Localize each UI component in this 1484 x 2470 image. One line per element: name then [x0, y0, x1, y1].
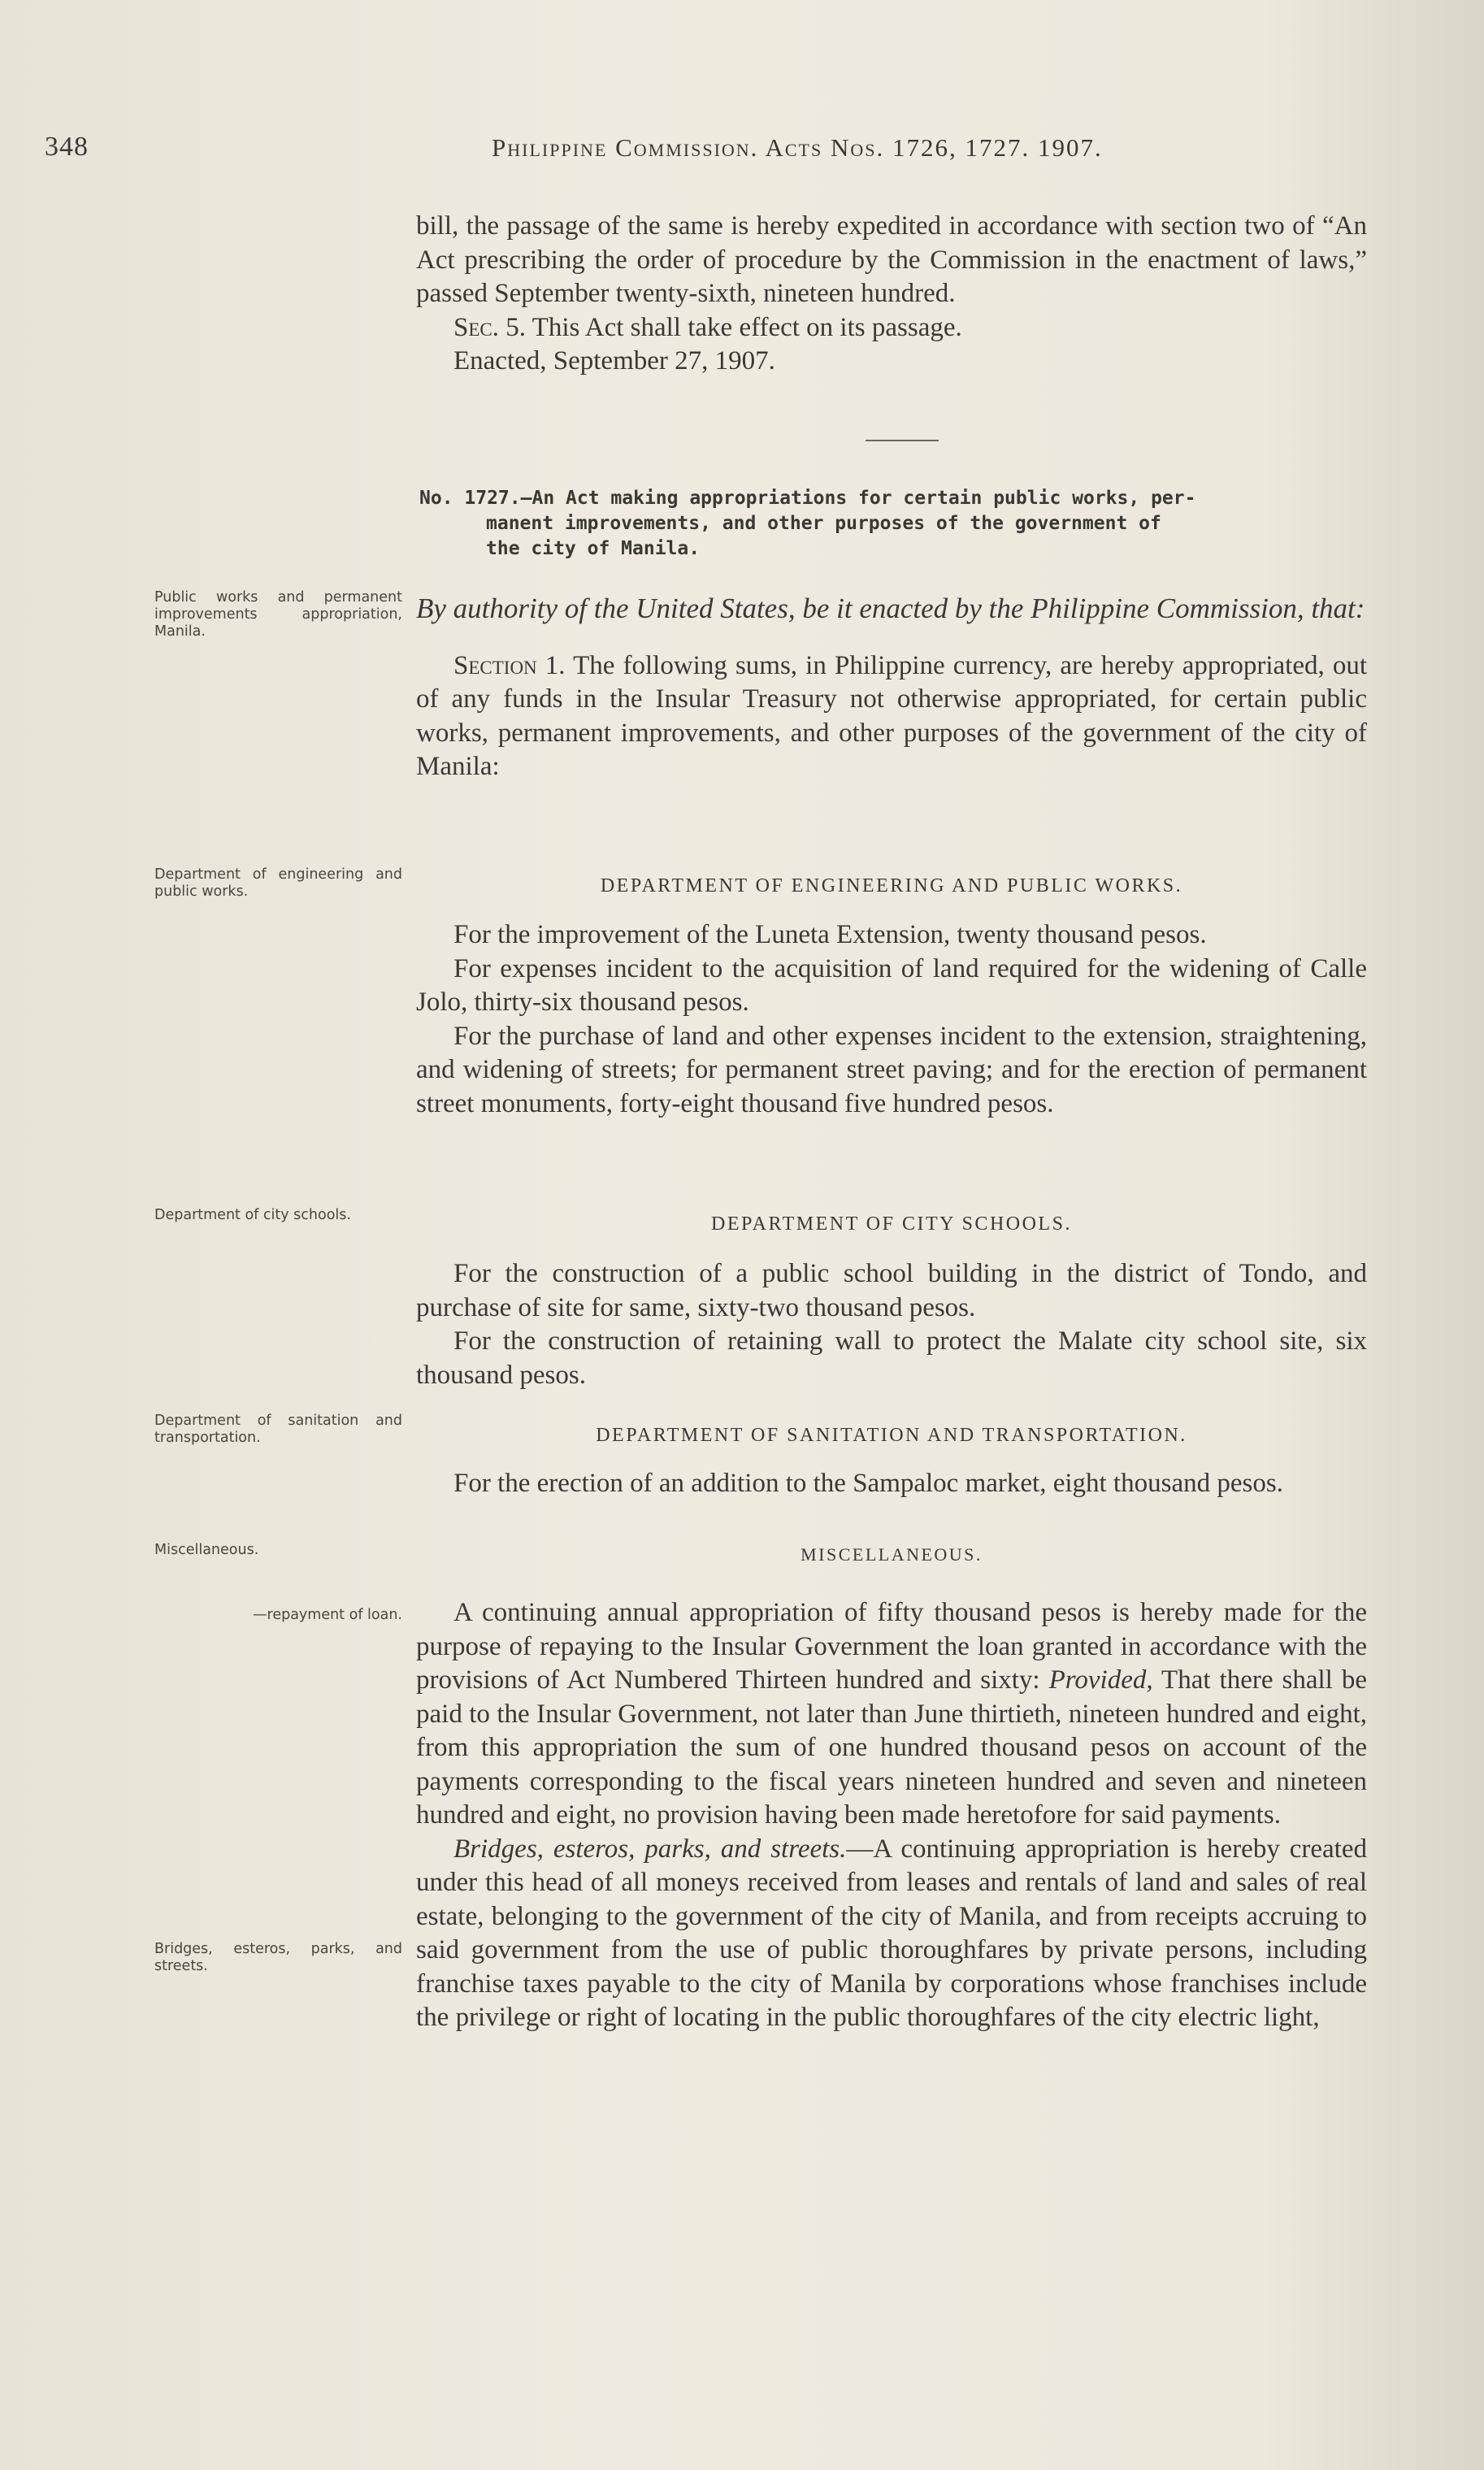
previous-act-text — [416, 210, 1367, 379]
act-title — [419, 486, 1367, 562]
heading-engineering: DEPARTMENT OF ENGINEERING AND PUBLIC WORKS. — [600, 875, 1183, 896]
section-5 — [416, 311, 1367, 345]
bridges-text: —A continuing appropriation is hereby created under this head of all moneys received from leases and rentals of land and sales of real estate, belonging to the government of the city of Manila, and from receipts accruing to said government from the use of public thoroughfares by private persons, including franchise taxes payable to the city of Manila by corporations whose franchises include the privilege or right of locating in the public thoroughfares of the city electric light, — [416, 1834, 1367, 2032]
engineering-item: For the purchase of land and other expenses incident to the extension, straightening, and widening of streets; for permanent street paving; and for the erection of permanent street monuments, forty-eight thousand five hundred pesos. — [416, 1021, 1367, 1118]
act-title-line3: the city of Manila. — [486, 538, 701, 559]
heading-schools: DEPARTMENT OF CITY SCHOOLS. — [711, 1213, 1072, 1235]
section-5-label: Sec. 5. — [453, 312, 526, 342]
sanitation-item: For the erection of an addition to the Sampaloc market, eight thousand pesos. — [453, 1469, 1283, 1498]
heading-sanitation: DEPARTMENT OF SANITATION AND TRANSPORTATION. — [596, 1425, 1187, 1446]
heading-miscellaneous: MISCELLANEOUS. — [801, 1544, 983, 1565]
engineering-item: For the improvement of the Luneta Extension, twenty thousand pesos. — [453, 920, 1207, 949]
margin-note-bridges: Bridges, esteros, parks, and streets. — [154, 1941, 402, 1974]
miscellaneous-items — [416, 1596, 1367, 2035]
provided-word: Provided, — [1048, 1665, 1153, 1695]
sanitation-items — [416, 1467, 1367, 1501]
margin-note-engineering: Department of engineering and public works. — [154, 866, 402, 900]
act-title-line2: manent improvements, and other purposes of the government of — [486, 513, 1161, 534]
schools-item: For the construction of a public school building in the district of Tondo, and purchase of site for same, sixty-two thousand pesos. — [416, 1259, 1367, 1322]
repayment-text-part1: A continuing annual appropriation of fifty thousand pesos is hereby made for the purpose of repaying to the Insular Government the loan granted in accordance with the provisions of Act Numbered Thirteen hundred and sixty: — [416, 1598, 1367, 1695]
margin-note-miscellaneous: Miscellaneous. — [154, 1542, 259, 1558]
continuation-paragraph: bill, the passage of the same is hereby expedited in accordance with section two of “An Act prescribing the order of procedure by the Commission in the enactment of laws,” passed September twenty-sixth, nineteen hundred. — [416, 211, 1367, 308]
bridges-paragraph — [416, 1833, 1367, 2035]
margin-note-public-works: Public works and permanent improvements appropriation, Manila. — [154, 589, 402, 640]
act-title-line1: No. 1727.—An Act making appropriations for certain public works, per- — [419, 488, 1196, 509]
engineering-items — [416, 918, 1367, 1121]
section-5-text: This Act shall take effect on its passage. — [532, 312, 962, 342]
repayment-paragraph — [416, 1596, 1367, 1833]
schools-items — [416, 1257, 1367, 1392]
repayment-text-part2: That there shall be paid to the Insular Government, not later than June thirtieth, nineteen hundred and eight, from this appropriation the sum of one hundred thousand pesos on account of the payments corresponding to the fiscal years nineteen hundred and seven and nineteen hundred and eight, no provision having been made heretofore for said payments. — [416, 1665, 1368, 1830]
margin-note-schools: Department of city schools. — [154, 1207, 351, 1223]
schools-item: For the construction of retaining wall to protect the Malate city school site, six thousand pesos. — [416, 1326, 1367, 1390]
section-1 — [416, 649, 1367, 784]
page-number: 348 — [45, 132, 89, 162]
engineering-item: For expenses incident to the acquisition of land required for the widening of Calle Jolo, thirty-six thousand pesos. — [416, 953, 1367, 1017]
bridges-heading: Bridges, esteros, parks, and streets. — [453, 1834, 847, 1864]
section-1-label: Section 1. — [453, 650, 566, 680]
enacted-date: Enacted, September 27, 1907. — [453, 346, 775, 375]
enacting-clause: By authority of the United States, be it enacted by the Philippine Commission, that: — [416, 593, 1365, 624]
margin-note-repayment: —repayment of loan. — [253, 1607, 402, 1623]
section-divider — [866, 440, 939, 441]
running-title: Philippine Commission. Acts Nos. 1726, 1727. 1907. — [492, 133, 1103, 162]
margin-note-sanitation: Department of sanitation and transportation. — [154, 1413, 402, 1446]
act-body-intro — [416, 592, 1367, 784]
section-1-text: The following sums, in Philippine currency, are hereby appropriated, out of any funds in the Insular Treasury not otherwise appropriated, for certain public works, permanent improvements, and other purposes of the government of the city of Manila: — [416, 650, 1368, 781]
